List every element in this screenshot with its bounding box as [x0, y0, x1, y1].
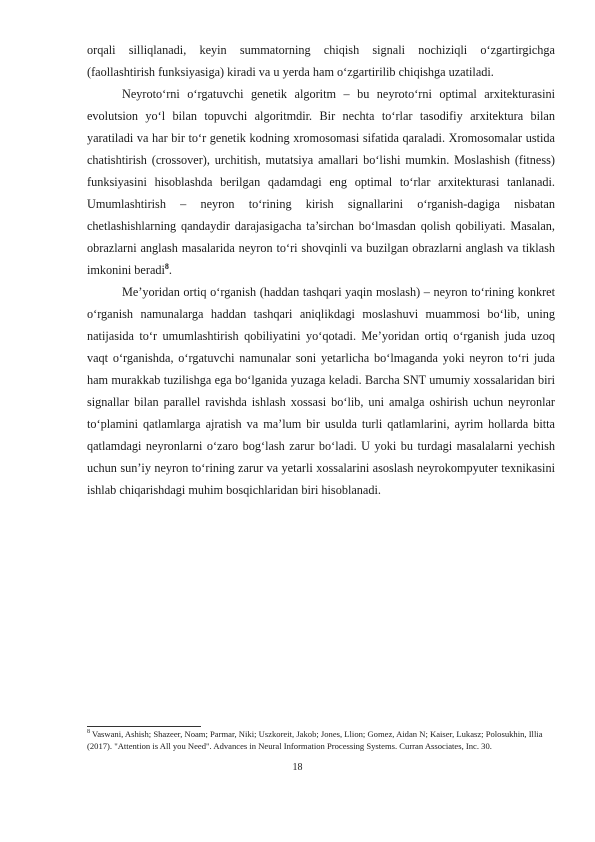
document-page: [87, 0, 555, 501]
footnote-text: Vaswani, Ashish; Shazeer, Noam; Parmar, Niki; Uszkoreit, Jakob; Jones, Llion; Gomez, Aidan N; Kaiser, Lukasz; Polosukhin, Illia (2017). "Attention is All you Need". Advances in Neural Information Processing Systems. Curran Associates, Inc. 30.: [87, 729, 543, 751]
body-text: [87, 39, 555, 501]
paragraph-2-end: .: [168, 263, 172, 277]
paragraph-2: [87, 83, 555, 281]
footnote: [87, 729, 555, 752]
paragraph-1: orqali silliqlanadi, keyin summatorning chiqish signali nochiziqli o‘zgartirgichga (faollashtirish funksiyasiga) kiradi va u yerda ham o‘zgartirilib chiqishga uzatiladi.: [87, 43, 555, 79]
page-number: 18: [292, 762, 303, 773]
footnote-separator: [87, 726, 201, 727]
paragraph-2-text: Neyroto‘rni o‘rgatuvchi genetik algoritm – bu neyroto‘rni optimal arxitekturasini evolutsion yo‘l bilan topuvchi algoritmdir. Bir nechta to‘rlar tasodifiy arxitektura bilan yaratiladi va har bir to‘r genetik kodning xromosomasi sifatida qaraladi. Xromosomalar ustida chatishtirish (crossover), urchitish, mutatsiya amallari bo‘lishi mumkin. Moslashish (fitness) funksiyasini hisoblashda berilgan qadamdagi eng optimal to‘rlar arxitekturasi tanlanadi. Umumlashtirish – neyron to‘rining kirish signallarini o‘rganish-dagiga nisbatan chetlashishlarning qandaydir darajasigacha ta’sirchan bo‘lmasdan qolish qobiliyati. Masalan, obrazlarni anglash masalarida neyron to‘ri shovqinli va buzilgan obrazlarni anglash va tiklash imkonini beradi: [87, 87, 555, 277]
footnote-reference[interactable]: 8: [164, 261, 169, 271]
paragraph-3: Me’yoridan ortiq o‘rganish (haddan tashqari yaqin moslash) – neyron to‘rining konkret o‘rganish namunalarga haddan tashqari aniqlikdagi moslashuvi muammosi bo‘lib, uning natijasida to‘r umumlashtirish qobiliyatini yo‘qotadi. Me’yoridan ortiq o‘rganish juda uzoq vaqt o‘rganishda, o‘rgatuvchi namunalar soni yetarlicha bo‘lmaganda yoki neyron to‘ri juda ham murakkab tuzilishga ega bo‘lganida yuzaga keladi. Barcha SNT umumiy xossalaridan biri signallar bilan parallel ravishda ishlash xossasi bo‘lib, uni amalga oshirish uchun neyronlar to‘plamini qatlamlarga ajratish va ma’lum bir usulda turli qatlamlarini, ayrim hollarda bitta qatlamdagi neyronlarni o‘zaro bog‘lash zarur bo‘ladi. U yoki bu turdagi masalalarni yechish uchun sun’iy neyron to‘rining zarur va yetarli xossalarini asoslash neyrokompyuter texnikasini ishlab chiqarishdagi muhim bosqichlaridan biri hisoblanadi.: [87, 285, 555, 497]
footnote-marker: 8: [87, 729, 90, 736]
